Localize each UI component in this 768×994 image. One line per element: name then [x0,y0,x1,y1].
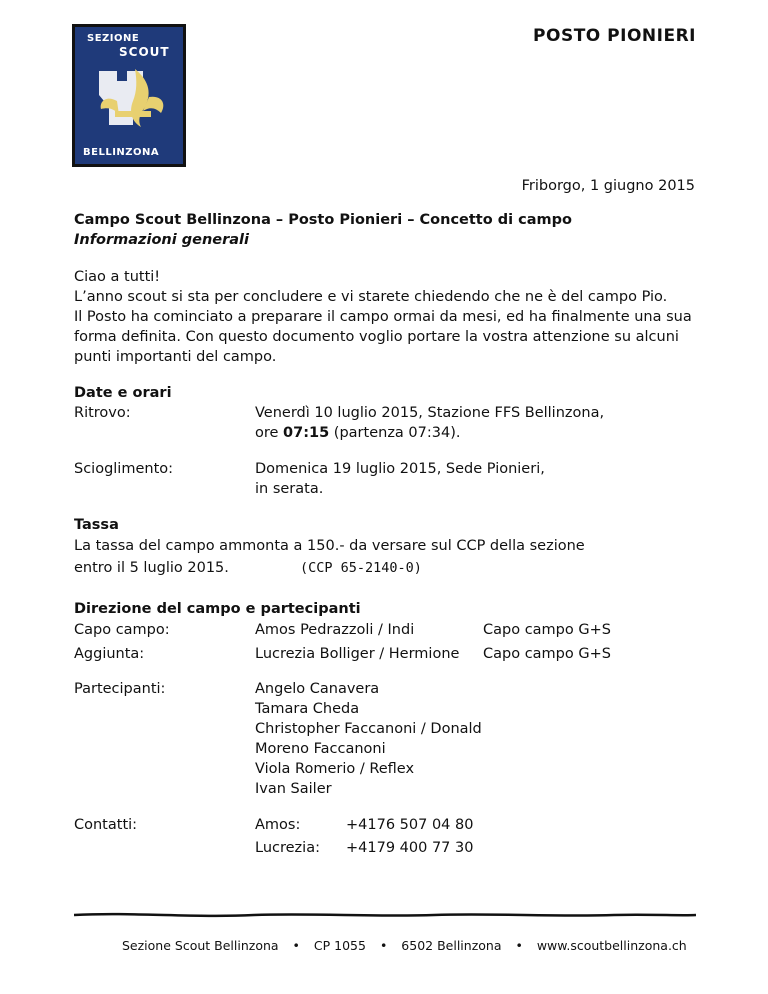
logo-text-bellinzona: BELLINZONA [83,147,160,158]
capo-role: Capo campo G+S [483,622,611,638]
scioglimento-label: Scioglimento: [74,461,174,477]
ritrovo-time-line [255,423,460,443]
scout-logo [72,24,186,167]
contact-phone: +4179 400 77 30 [346,840,474,856]
footer-website: www.scoutbellinzona.ch [536,938,687,953]
intro-line: Il Posto ha cominciato a preparare il campo ormai da mesi, ed ha finalmente una sua [74,309,692,325]
capo-name: Amos Pedrazzoli / Indi [255,622,415,638]
document-date: Friborgo, 1 giugno 2015 [521,178,695,194]
document-title: Campo Scout Bellinzona – Posto Pionieri – Concetto di campo [74,212,572,228]
contact-phone: +4176 507 04 80 [346,817,474,833]
scioglimento-line: Domenica 19 luglio 2015, Sede Pionieri, [255,461,545,477]
scioglimento-line: in serata. [255,481,324,497]
capo-label: Capo campo: [74,622,170,638]
participant-item: Moreno Faccanoni [255,741,386,757]
footer-po-box: CP 1055 [313,938,366,953]
partecipanti-label: Partecipanti: [74,681,166,697]
intro-line: forma definita. Con questo documento voglio portare la vostra attenzione su alcuni [74,329,679,345]
footer-text [122,938,687,953]
tassa-line: entro il 5 luglio 2015. [74,560,229,576]
ccp-number: (CCP 65-2140-0) [300,560,422,576]
header-title: POSTO PIONIERI [533,26,696,46]
footer-divider [74,910,696,920]
footer-separator: • [379,938,388,953]
section-heading-direzione: Direzione del campo e partecipanti [74,601,361,617]
aggiunta-role: Capo campo G+S [483,646,611,662]
intro-line: punti importanti del campo. [74,349,277,365]
contact-name: Amos: [255,817,301,833]
document-subtitle: Informazioni generali [74,232,249,248]
section-heading-tassa: Tassa [74,517,119,533]
logo-text-scout: SCOUT [119,45,170,59]
intro-line: Ciao a tutti! [74,269,161,285]
fleur-de-lis-icon [87,61,173,135]
footer-separator: • [515,938,523,953]
ritrovo-time-prefix: ore [255,425,284,441]
intro-line: L’anno scout si sta per concludere e vi starete chiedendo che ne è del campo Pio. [74,289,668,305]
ritrovo-time: 07:15 [283,425,330,441]
participant-item: Viola Romerio / Reflex [255,761,415,777]
participant-item: Ivan Sailer [255,781,332,797]
logo-text-sezione: SEZIONE [87,33,140,44]
participant-item: Tamara Cheda [255,701,360,717]
participant-item: Christopher Faccanoni / Donald [255,721,482,737]
contact-name: Lucrezia: [255,840,320,856]
ritrovo-label: Ritrovo: [74,405,131,421]
section-heading-dates: Date e orari [74,385,172,401]
ritrovo-line: Venerdì 10 luglio 2015, Stazione FFS Bellinzona, [255,405,605,421]
footer-city: 6502 Bellinzona [401,938,502,953]
contatti-label: Contatti: [74,817,138,833]
tassa-line: La tassa del campo ammonta a 150.- da versare sul CCP della sezione [74,538,585,554]
participant-item: Angelo Canavera [255,681,380,697]
ritrovo-time-suffix: (partenza 07:34). [329,425,461,441]
aggiunta-name: Lucrezia Bolliger / Hermione [255,646,460,662]
footer-separator: • [292,938,300,953]
aggiunta-label: Aggiunta: [74,646,145,662]
footer-org: Sezione Scout Bellinzona [122,938,279,953]
